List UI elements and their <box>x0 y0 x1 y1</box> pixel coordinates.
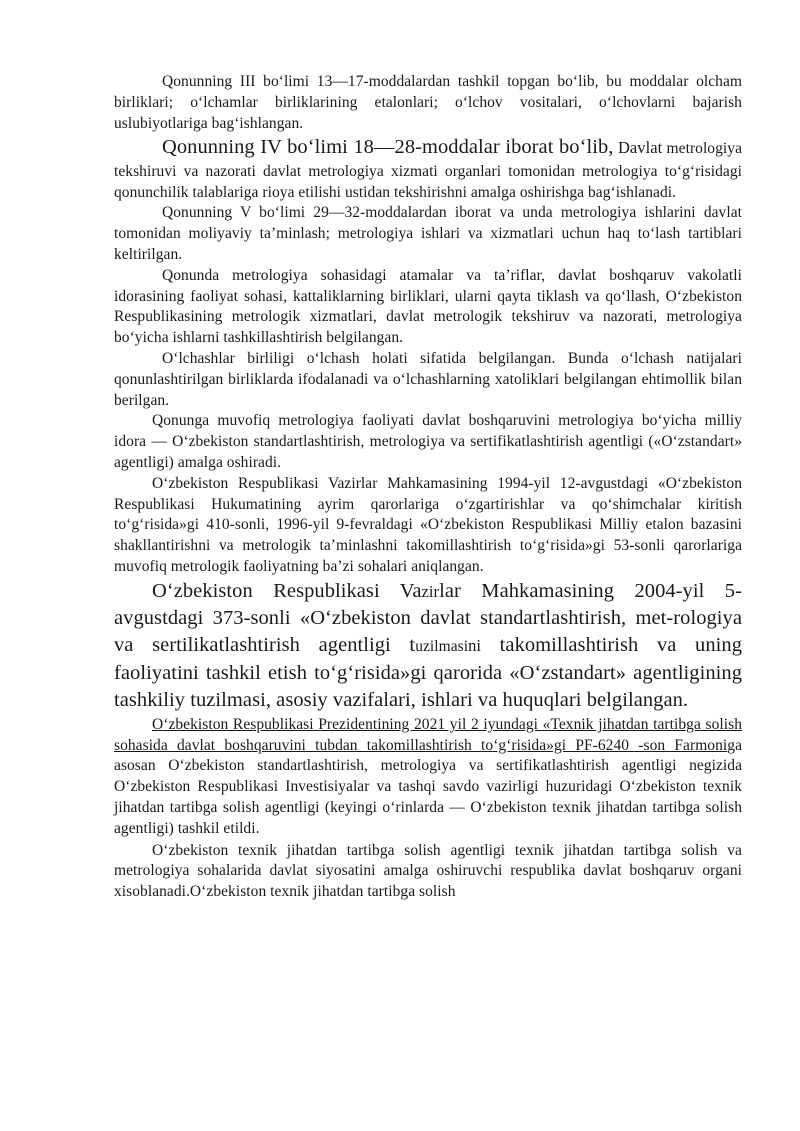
decree-link[interactable]: O‘zbekiston Respublikasi Prezidentining 2021 yil 2 iyundagi «Texnik jihatdan tartibga solish sohasida davlat boshqaruvini tubdan takomillashtirish to‘g‘risida»gi PF-6240 -son Farmoni <box>114 715 742 754</box>
resolution-2004-part-f: takomillashtirish va uning faoliyatini tashkil etish to‘g‘risida»gi qarorida «O‘zstandart» agentligining tashkiliy tuzilmasi, asosiy vazifalari, ishlari va huquqlari belgilangan. <box>114 633 742 711</box>
resolution-2004-part-a: O‘zbekiston Respublikasi Va <box>152 579 422 602</box>
paragraph-presidential-decree <box>114 715 742 840</box>
paragraph-cabinet-resolutions: O‘zbekiston Respublikasi Vazirlar Mahkamasining 1994-yil 12-avgustdagi «O‘zbekiston Respublikasi Hukumatining ayrim qarorlariga o‘zgartirishlar va qo‘shimchalar kiritish to‘g‘risida»gi 410-sonli, 1996-yil 9-fevraldagi «O‘zbekiston Respublikasi Milliy etalon bazasini shakllantirishni va metrologik ta’minlashni takomillashtirish to‘g‘risida»gi 53-sonli qarorlariga muvofiq metrologik faoliyatning ba’zi sohalari aniqlangan. <box>114 474 742 575</box>
document-page <box>114 72 742 903</box>
paragraph-uzstandart-agency: Qonunga muvofiq metrologiya faoliyati davlat boshqaruvini metrologiya bo‘yicha milliy idora — O‘zbekiston standartlashtirish, metrologiya va sertifikatlashtirish agentligi («O‘zstandart» agentligi) amalga oshiradi. <box>114 412 742 471</box>
resolution-2004-part-e: ni <box>468 635 482 655</box>
resolution-2004-part-d: uzilmasi <box>415 637 469 655</box>
paragraph-section-3: Qonunning III bo‘limi 13—17-moddalardan tashkil topgan bo‘lib, bu moddalar olcham birliklari; o‘lchamlar birliklarining etalonlari; o‘lchov vositalari, o‘lchovlarni bajarish uslubiyotlariga bag‘ishlangan. <box>114 73 742 132</box>
paragraph-measurement-unity: O‘lchashlar birliligi o‘lchash holati sifatida belgilangan. Bunda o‘lchash natijalari qonunlashtirilgan birliklarda ifodalanadi va o‘lchashlarning xatoliklari belgilangan ehtimollik bilan berilgan. <box>114 349 742 409</box>
resolution-2004-part-c: lar Mahkamasining 2004-yil 5-avgustdagi 373-sonli «O‘zbekiston davlat standartlashtirish, met-rologiya va sertilikatlashtirish agentligi t <box>114 579 742 656</box>
paragraph-terms: Qonunda metrologiya sohasidagi atamalar va ta’riflar, davlat boshqaruv vakolatli idorasining faoliyat sohasi, kattaliklarning birliklari, ularni qayta tiklash va qo‘llash, O‘zbekiston Respublikasining metrologik xizmatlari, davlat metrologik tekshiruv va nazorati, metrologiya bo‘yicha ishlarni tashkillashtirish belgilangan. <box>114 266 742 347</box>
paragraph-technical-regulation-agency: O‘zbekiston texnik jihatdan tartibga solish agentligi texnik jihatdan tartibga solish va metrologiya sohalarida davlat siyosatini amalga oshiruvchi respublika davlat boshqaruv organi xisoblanadi.O‘zbekiston texnik jihatdan tartibga solish <box>114 841 742 901</box>
paragraph-section-4 <box>114 134 742 203</box>
paragraph-section-5: Qonunning V bo‘limi 29—32-moddalardan iborat va unda metrologiya ishlarini davlat tomonidan moliyaviy ta’minlash; metrologiya ishlari va xizmatlari uchun haq to‘lash tartiblari keltirilgan. <box>114 204 742 263</box>
resolution-2004-part-b: zir <box>421 581 440 601</box>
decree-body: ga asosan O‘zbekiston standartlashtirish, metrologiya va sertifikatlashtirish agentligi negizida O‘zbekiston Respublikasi Investisiyalar va tashqi savdo vazirligi huzuridagi O‘zbekiston texnik jihatdan tartibga solish agentligi (keyingi o‘rinlarda — O‘zbekiston texnik jihatdan tartibga solish agentligi) tashkil etildi. <box>114 736 742 837</box>
paragraph-section-4-lead: Qonunning IV bo‘limi 18—28-moddalar iborat bo‘lib, <box>162 136 614 159</box>
paragraph-resolution-2004 <box>114 578 742 714</box>
paragraph-section-4-word: Davlat <box>613 138 663 158</box>
paragraph-section-4-body: metrologiya tekshiruvi va nazorati davlat metrologiya xizmati organlari tomonidan metrologiya to‘g‘risidagi qonunchilik talablariga rioya etilishi ustidan tekshirishni amalga oshirishga bag‘ishlanadi. <box>114 140 742 202</box>
